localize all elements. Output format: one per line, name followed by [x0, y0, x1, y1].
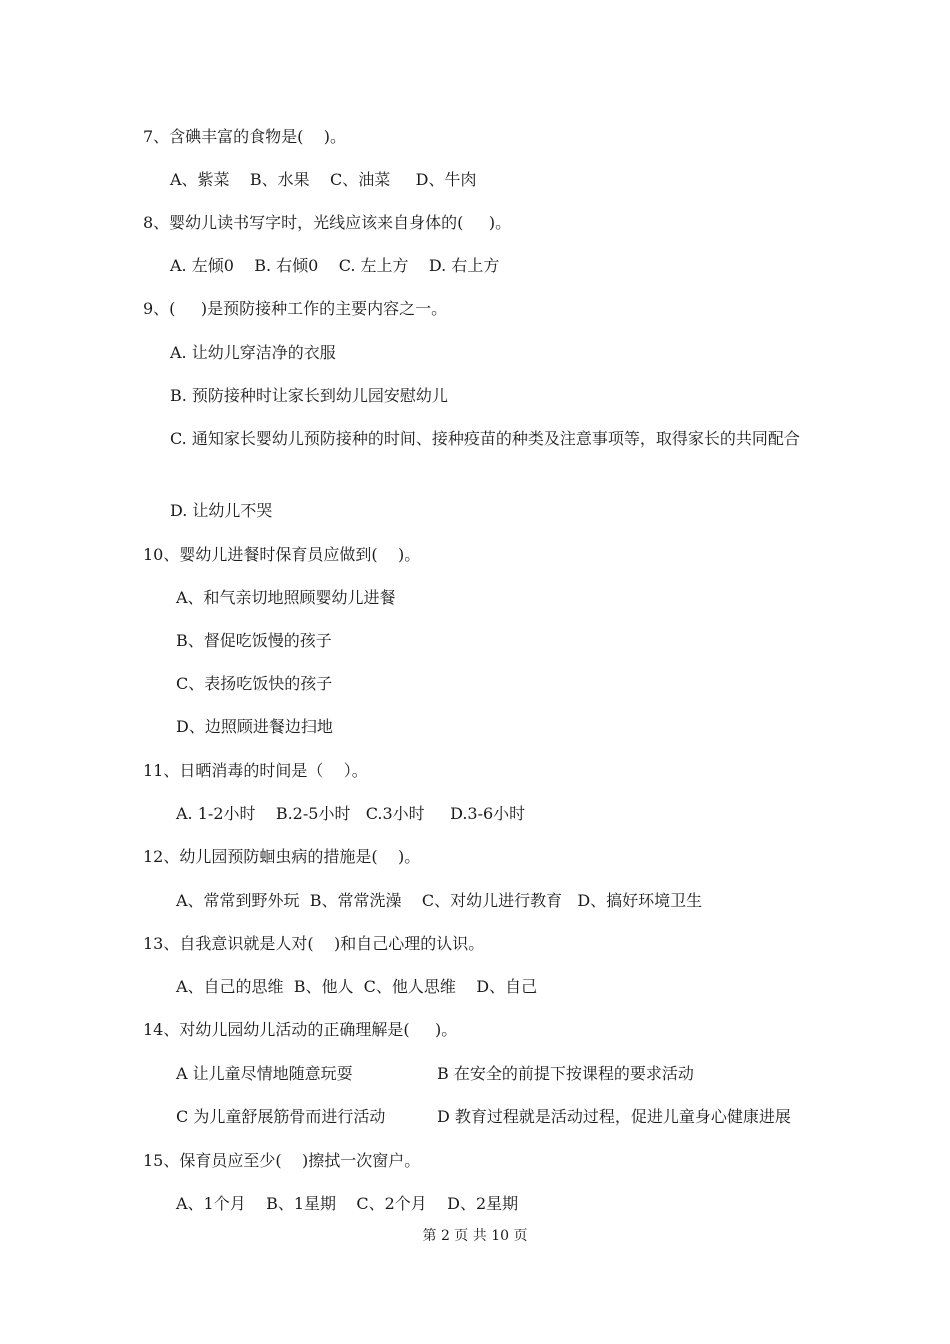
question-15-options: A、1个月 B、1星期 C、2个月 D、2星期 — [176, 1194, 519, 1213]
question-7-options: A、紫菜 B、水果 C、油菜 D、牛肉 — [170, 170, 477, 189]
question-10-stem: 10、婴幼儿进餐时保育员应做到( )。 — [143, 545, 421, 564]
question-9-option-b: B. 预防接种时让家长到幼儿园安慰幼儿 — [170, 386, 448, 405]
question-10-option-d: D、边照顾进餐边扫地 — [176, 717, 333, 736]
question-9-option-a: A. 让幼儿穿洁净的衣服 — [170, 343, 336, 362]
question-7-stem: 7、含碘丰富的食物是( )。 — [143, 127, 347, 146]
question-12-options: A、常常到野外玩 B、常常洗澡 C、对幼儿进行教育 D、搞好环境卫生 — [176, 891, 703, 910]
question-13-stem: 13、自我意识就是人对( )和自己心理的认识。 — [143, 934, 485, 953]
question-14-option-d: D 教育过程就是活动过程，促进儿童身心健康进展 — [437, 1107, 791, 1126]
question-9-option-c: C. 通知家长婴幼儿预防接种的时间、接种疫苗的种类及注意事项等，取得家长的共同配合 — [170, 429, 800, 448]
question-8-options: A. 左倾0 B. 右倾0 C. 左上方 D. 右上方 — [170, 256, 500, 275]
question-10-option-a: A、和气亲切地照顾婴幼儿进餐 — [176, 588, 396, 607]
page-number-footer: 第 2 页 共 10 页 — [422, 1228, 528, 1244]
question-15-stem: 15、保育员应至少( )擦拭一次窗户。 — [143, 1151, 421, 1170]
question-10-option-b: B、督促吃饭慢的孩子 — [176, 631, 332, 650]
question-14-option-b: B 在安全的前提下按课程的要求活动 — [437, 1064, 694, 1083]
question-14-option-c: C 为儿童舒展筋骨而进行活动 — [176, 1107, 386, 1126]
question-9-stem: 9、( )是预防接种工作的主要内容之一。 — [143, 299, 448, 318]
question-14-stem: 14、对幼儿园幼儿活动的正确理解是( )。 — [143, 1020, 458, 1039]
question-11-stem: 11、日晒消毒的时间是（ ）。 — [143, 761, 368, 780]
question-8-stem: 8、婴幼儿读书写字时，光线应该来自身体的( )。 — [143, 213, 512, 232]
question-12-stem: 12、幼儿园预防蛔虫病的措施是( )。 — [143, 847, 421, 866]
question-11-options: A. 1-2小时 B.2-5小时 C.3小时 D.3-6小时 — [176, 804, 526, 823]
question-9-option-d: D. 让幼儿不哭 — [170, 501, 273, 520]
question-10-option-c: C、表扬吃饭快的孩子 — [176, 674, 333, 693]
question-13-options: A、自己的思维 B、他人 C、他人思维 D、自己 — [176, 977, 538, 996]
question-14-option-a: A 让儿童尽情地随意玩耍 — [176, 1064, 353, 1083]
